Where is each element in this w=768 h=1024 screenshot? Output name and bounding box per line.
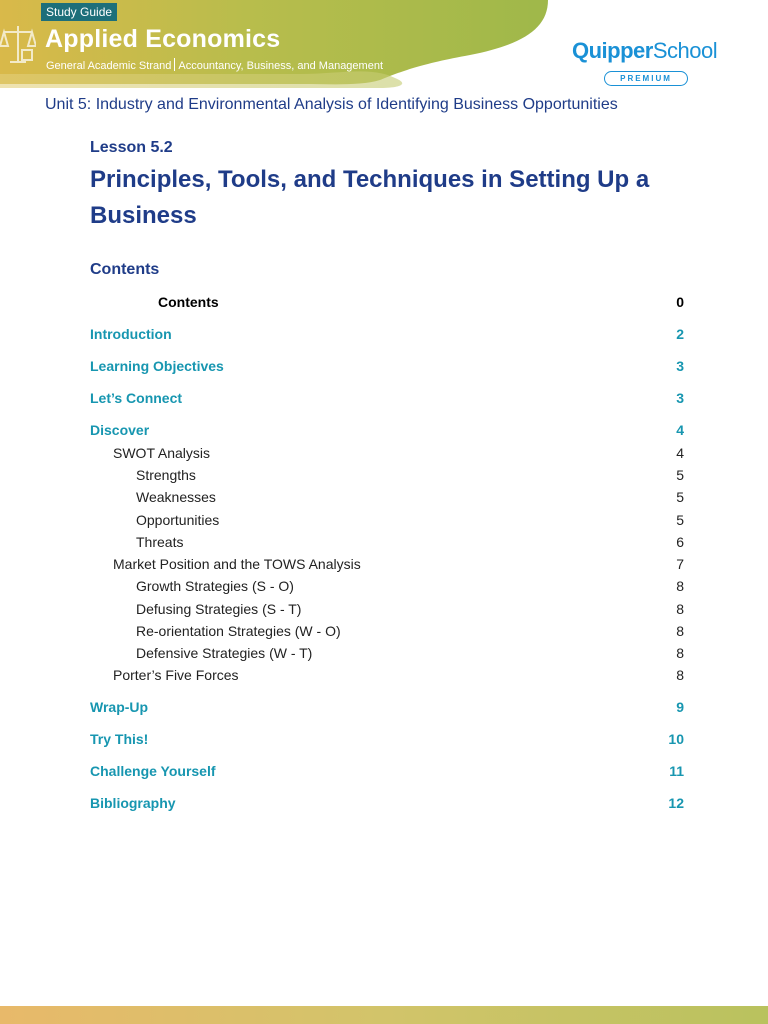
- toc-entry-re-orientation-strategies-w-o: [90, 623, 684, 645]
- footer-bar: [0, 1006, 768, 1024]
- toc-entry-label: Weaknesses: [136, 489, 216, 505]
- toc-entry-label: SWOT Analysis: [113, 445, 210, 461]
- toc-entry-label: Wrap-Up: [90, 699, 149, 715]
- track-name: Accountancy, Business, and Management: [178, 60, 383, 72]
- toc-entry-try-this[interactable]: [90, 731, 684, 753]
- toc-entry-page: 11: [669, 763, 684, 779]
- toc-entry-market-position-and-the-tows-analysis: [90, 556, 684, 578]
- toc-entry-page: 7: [676, 556, 684, 572]
- toc-entry-page: 5: [676, 467, 684, 483]
- toc-entry-wrap-up[interactable]: [90, 699, 684, 721]
- toc-entry-page: 10: [668, 731, 684, 747]
- brand-wordmark: [572, 38, 722, 64]
- toc-entry-label: Learning Objectives: [90, 358, 224, 374]
- toc-entry-bibliography[interactable]: [90, 795, 684, 817]
- toc-entry-label: Challenge Yourself: [90, 763, 216, 779]
- scales-icon: [0, 22, 36, 66]
- toc-entry-page: 3: [676, 390, 684, 406]
- toc-entry-page: 12: [668, 795, 684, 811]
- toc-entry-label: Re-orientation Strategies (W - O): [136, 623, 341, 639]
- toc-entry-discover[interactable]: [90, 422, 684, 444]
- toc-entry-page: 3: [676, 358, 684, 374]
- toc-entry-label: Bibliography: [90, 795, 176, 811]
- toc-entry-opportunities: [90, 512, 684, 534]
- toc-entry-porter-s-five-forces: [90, 667, 684, 689]
- toc-entry-strengths: [90, 467, 684, 489]
- toc-entry-label: Defensive Strategies (W - T): [136, 645, 313, 661]
- toc-entry-growth-strategies-s-o: [90, 578, 684, 600]
- toc-entry-swot-analysis: [90, 445, 684, 467]
- toc-entry-label: Porter’s Five Forces: [113, 667, 239, 683]
- toc-entry-label: Threats: [136, 534, 184, 550]
- toc-entry-page: 8: [676, 623, 684, 639]
- toc-entry-page: 6: [676, 534, 684, 550]
- toc-entry-label: Market Position and the TOWS Analysis: [113, 556, 361, 572]
- toc-entry-learning-objectives[interactable]: [90, 358, 684, 380]
- premium-badge: PREMIUM: [604, 71, 688, 86]
- toc-entry-label: Growth Strategies (S - O): [136, 578, 294, 594]
- toc-entry-label: Contents: [158, 294, 219, 310]
- toc-entry-label: Try This!: [90, 731, 149, 747]
- toc-entry-label: Discover: [90, 422, 150, 438]
- lesson-number: Lesson 5.2: [90, 139, 173, 156]
- toc-entry-label: Defusing Strategies (S - T): [136, 601, 302, 617]
- toc-entry-page: 8: [676, 601, 684, 617]
- toc-entry-page: 5: [676, 512, 684, 528]
- contents-heading: Contents: [90, 261, 160, 278]
- brand-wordmark-part2: School: [652, 38, 718, 63]
- strand-divider: [174, 58, 175, 71]
- toc-entry-page: 4: [676, 422, 684, 438]
- toc-entry-weaknesses: [90, 489, 684, 511]
- toc-entry-contents: [90, 294, 684, 316]
- strand-line: [46, 58, 383, 72]
- toc-entry-page: 8: [676, 667, 684, 683]
- study-guide-tag: Study Guide: [41, 3, 117, 21]
- toc-entry-page: 8: [676, 645, 684, 661]
- toc-entry-page: 9: [676, 699, 684, 715]
- toc-entry-label: Introduction: [90, 326, 172, 342]
- toc-entry-let-s-connect[interactable]: [90, 390, 684, 412]
- toc-entry-defusing-strategies-s-t: [90, 601, 684, 623]
- unit-title: Unit 5: Industry and Environmental Analysis of Identifying Business Opportunities: [45, 96, 618, 113]
- toc-entry-label: Let’s Connect: [90, 390, 183, 406]
- toc-entry-page: 0: [676, 294, 684, 310]
- brand-wordmark-part1: Quipper: [572, 38, 653, 63]
- toc-entry-threats: [90, 534, 684, 556]
- strand-name: General Academic Strand: [46, 60, 172, 72]
- course-title: Applied Economics: [45, 25, 281, 53]
- lesson-title: Principles, Tools, and Techniques in Setting Up a Business: [90, 166, 650, 229]
- toc-entry-page: 4: [676, 445, 684, 461]
- toc-entry-page: 2: [676, 326, 684, 342]
- toc-entry-label: Strengths: [136, 467, 196, 483]
- toc-entry-page: 5: [676, 489, 684, 505]
- brand-logo: [572, 38, 722, 83]
- toc-entry-introduction[interactable]: [90, 326, 684, 348]
- toc-entry-label: Opportunities: [136, 512, 220, 528]
- toc-entry-challenge-yourself[interactable]: [90, 763, 684, 785]
- toc-entry-page: 8: [676, 578, 684, 594]
- toc-entry-defensive-strategies-w-t: [90, 645, 684, 667]
